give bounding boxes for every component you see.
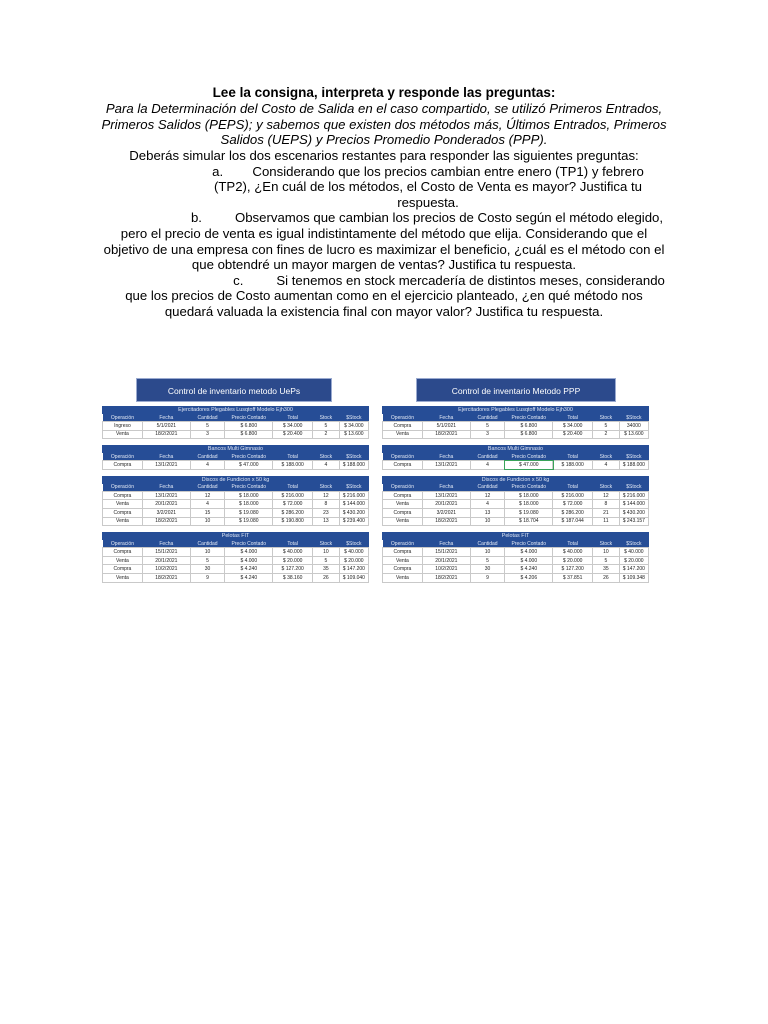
column-header: Precio Contado — [505, 453, 553, 461]
table-row — [383, 422, 649, 431]
table-cell: 5 — [470, 556, 505, 565]
table-cell: 8 — [593, 500, 620, 509]
table-cell: $ 430.200 — [619, 508, 648, 517]
table-cell: $ 6.800 — [225, 422, 273, 431]
table-cell: 10 — [470, 517, 505, 526]
column-header: Total — [273, 453, 313, 461]
column-header: Stock — [313, 453, 340, 461]
table-cell: 18/2/2021 — [422, 517, 470, 526]
column-header: Operación — [383, 484, 423, 492]
table-cell: 35 — [313, 565, 340, 574]
table-cell: $ 4.000 — [225, 548, 273, 557]
table-cell: 3/2/2021 — [422, 508, 470, 517]
column-header: Fecha — [422, 484, 470, 492]
table-cell: $ 216.000 — [553, 491, 593, 500]
table-cell: 4 — [190, 500, 225, 509]
table-cell: 10/2/2021 — [142, 565, 190, 574]
table-cell: 5/1/2021 — [422, 422, 470, 431]
column-header: Operación — [103, 414, 143, 422]
table-header-row — [383, 540, 649, 548]
table-cell: 34000 — [619, 422, 648, 431]
table-cell: 5 — [313, 556, 340, 565]
table-cell: $ 18.000 — [505, 491, 553, 500]
table-row — [103, 500, 369, 509]
table-cell: $ 216.000 — [273, 491, 313, 500]
table-cell: $ 18.000 — [225, 500, 273, 509]
column-header: Precio Contado — [505, 540, 553, 548]
column-header: Fecha — [142, 484, 190, 492]
table-row — [383, 573, 649, 582]
table-cell: 4 — [593, 461, 620, 470]
column-header: Total — [553, 414, 593, 422]
table-cell: 4 — [470, 500, 505, 509]
inventory-table — [102, 453, 369, 470]
table-cell: 21 — [593, 508, 620, 517]
ueps-inventory-panel — [102, 376, 369, 608]
table-cell: 10 — [190, 548, 225, 557]
column-header: Precio Contado — [225, 414, 273, 422]
column-header: Total — [273, 540, 313, 548]
table-cell: 26 — [313, 573, 340, 582]
table-row — [383, 491, 649, 500]
table-row — [103, 556, 369, 565]
table-cell: $ 4.000 — [505, 548, 553, 557]
table-cell: $ 6.800 — [505, 422, 553, 431]
product-title: Pelotas FIT — [102, 532, 369, 540]
column-header: Operación — [103, 540, 143, 548]
column-header: Precio Contado — [225, 453, 273, 461]
table-cell: 12 — [313, 491, 340, 500]
table-cell: $ 6.800 — [225, 430, 273, 439]
table-cell: Compra — [103, 565, 143, 574]
table-cell: $ 13.600 — [619, 430, 648, 439]
table-cell: Compra — [383, 461, 423, 470]
table-cell: $ 72.000 — [553, 500, 593, 509]
column-header: $Stock — [339, 414, 368, 422]
document-heading: Lee la consigna, interpreta y responde las preguntas: — [212, 85, 556, 100]
product-block — [382, 445, 649, 470]
column-header: Operación — [103, 484, 143, 492]
table-cell: $ 4.240 — [225, 565, 273, 574]
table-cell: $ 47.000 — [225, 461, 273, 470]
product-block — [102, 476, 369, 526]
table-cell: $ 109.348 — [619, 573, 648, 582]
table-cell: 3 — [190, 430, 225, 439]
instruction-line: Deberás simular los dos escenarios restantes para responder las siguientes preguntas: — [129, 148, 639, 163]
questions-section — [100, 148, 668, 320]
column-header: Stock — [593, 484, 620, 492]
table-row — [383, 556, 649, 565]
column-header: Cantidad — [470, 414, 505, 422]
column-header: Cantidad — [470, 484, 505, 492]
table-cell: 4 — [313, 461, 340, 470]
table-cell: 3/2/2021 — [142, 508, 190, 517]
table-cell: $ 34.000 — [553, 422, 593, 431]
column-header: Cantidad — [190, 484, 225, 492]
column-header: Cantidad — [470, 540, 505, 548]
panel-title: Control de inventario Metodo PPP — [416, 378, 616, 402]
table-cell: 10 — [313, 548, 340, 557]
column-header: $Stock — [339, 484, 368, 492]
table-cell: 13/1/2021 — [142, 461, 190, 470]
table-cell: $ 19.080 — [225, 517, 273, 526]
column-header: Stock — [313, 414, 340, 422]
table-cell: 13 — [313, 517, 340, 526]
table-cell: $ 37.851 — [553, 573, 593, 582]
table-cell: Venta — [103, 517, 143, 526]
column-header: $Stock — [619, 453, 648, 461]
table-cell: 15/1/2021 — [142, 548, 190, 557]
table-cell: $ 19.080 — [225, 508, 273, 517]
table-row — [383, 461, 649, 470]
table-cell: 12 — [593, 491, 620, 500]
table-cell: $ 18.000 — [505, 500, 553, 509]
table-cell: $ 4.206 — [505, 573, 553, 582]
table-cell: Venta — [383, 573, 423, 582]
table-row — [103, 422, 369, 431]
table-cell: $ 4.000 — [225, 556, 273, 565]
column-header: Fecha — [422, 414, 470, 422]
table-cell: Venta — [383, 556, 423, 565]
table-cell: $ 144.000 — [339, 500, 368, 509]
table-row — [103, 573, 369, 582]
inventory-table — [382, 414, 649, 439]
product-title: Discos de Fundicion x 50 kg — [382, 476, 649, 484]
table-header-row — [103, 540, 369, 548]
table-cell: $ 144.000 — [619, 500, 648, 509]
table-cell: $ 20.400 — [553, 430, 593, 439]
table-cell: 30 — [190, 565, 225, 574]
table-cell: $ 109.040 — [339, 573, 368, 582]
column-header: Operación — [383, 540, 423, 548]
inventory-table — [102, 540, 369, 582]
table-cell: $ 18.000 — [225, 491, 273, 500]
table-cell: 11 — [593, 517, 620, 526]
table-cell: 5 — [190, 556, 225, 565]
column-header: Precio Contado — [225, 484, 273, 492]
product-block — [102, 445, 369, 470]
product-title: Bancos Multi Gimnasio — [382, 445, 649, 453]
column-header: Fecha — [142, 414, 190, 422]
panel-blocks — [382, 406, 649, 583]
table-cell: Venta — [383, 430, 423, 439]
intro-paragraph: Para la Determinación del Costo de Salida en el caso compartido, se utilizó Primeros Entrados, Primeros Salidos (PEPS); y sabemos que existen dos métodos más, Últimos Entrados, Primeros Salidos (UEPS) y Precios Promedio Ponderados (PPP). — [101, 101, 667, 148]
column-header: Precio Contado — [225, 540, 273, 548]
panel-title: Control de inventario metodo UePs — [136, 378, 332, 402]
table-cell: 5 — [593, 422, 620, 431]
table-cell: $ 47.000 — [505, 461, 553, 470]
table-cell: 20/1/2021 — [422, 556, 470, 565]
table-row — [383, 565, 649, 574]
table-cell: 15 — [190, 508, 225, 517]
product-block — [382, 532, 649, 582]
inventory-table — [382, 540, 649, 582]
column-header: $Stock — [339, 453, 368, 461]
question-letter: b. — [190, 210, 202, 226]
table-cell: Compra — [383, 565, 423, 574]
table-cell: 13/1/2021 — [422, 491, 470, 500]
table-cell: Compra — [103, 508, 143, 517]
question-letter: a. — [212, 163, 224, 179]
column-header: Total — [553, 484, 593, 492]
table-cell: 8 — [313, 500, 340, 509]
column-header: Cantidad — [470, 453, 505, 461]
column-header: Operación — [383, 453, 423, 461]
table-cell: 26 — [593, 573, 620, 582]
table-cell: 12 — [470, 491, 505, 500]
table-cell: $ 38.160 — [273, 573, 313, 582]
table-cell: 12 — [190, 491, 225, 500]
table-row — [103, 517, 369, 526]
table-header-row — [103, 484, 369, 492]
table-cell: $ 20.000 — [553, 556, 593, 565]
column-header: Stock — [593, 453, 620, 461]
product-block — [382, 476, 649, 526]
table-cell: Compra — [383, 491, 423, 500]
table-row — [383, 517, 649, 526]
column-header: Cantidad — [190, 414, 225, 422]
question-letter: c. — [233, 272, 244, 288]
question-text: Considerando que los precios cambian entre enero (TP1) y febrero (TP2), ¿En cuál de los métodos, el Costo de Venta es mayor? Justifica tu respuesta. — [213, 163, 644, 210]
column-header: Operación — [383, 414, 423, 422]
question-text: Si tenemos en stock mercadería de distintos meses, considerando que los precios de Costo aumentan como en el ejercicio planteado, ¿en qué método nos quedará valuada la existencia final con mayor valor? Justifica tu respuesta. — [125, 272, 665, 319]
table-cell: Compra — [103, 491, 143, 500]
table-row — [383, 430, 649, 439]
column-header: Fecha — [422, 453, 470, 461]
table-cell: $ 188.000 — [273, 461, 313, 470]
table-cell: 18/2/2021 — [142, 517, 190, 526]
product-title: Bancos Multi Gimnasio — [102, 445, 369, 453]
table-cell: Compra — [383, 422, 423, 431]
table-cell: 10 — [470, 548, 505, 557]
table-cell: Venta — [103, 500, 143, 509]
table-cell: $ 239.400 — [339, 517, 368, 526]
product-block — [102, 406, 369, 439]
table-cell: $ 4.000 — [505, 556, 553, 565]
table-cell: $ 430.200 — [339, 508, 368, 517]
table-cell: $ 127.200 — [273, 565, 313, 574]
table-row — [383, 500, 649, 509]
table-cell: $ 190.800 — [273, 517, 313, 526]
table-cell: $ 40.000 — [553, 548, 593, 557]
table-cell: 13 — [470, 508, 505, 517]
product-title: Pelotas FIT — [382, 532, 649, 540]
table-cell: $ 243.157 — [619, 517, 648, 526]
table-cell: 2 — [313, 430, 340, 439]
inventory-table — [382, 453, 649, 470]
column-header: Total — [273, 414, 313, 422]
table-cell: 3 — [470, 430, 505, 439]
table-cell: $ 40.000 — [339, 548, 368, 557]
table-cell: $ 72.000 — [273, 500, 313, 509]
table-cell: 20/1/2021 — [142, 500, 190, 509]
table-cell: Compra — [383, 508, 423, 517]
table-cell: $ 6.800 — [505, 430, 553, 439]
table-cell: Venta — [103, 573, 143, 582]
column-header: Total — [273, 484, 313, 492]
question-a — [100, 164, 668, 211]
product-title: Ejercitadores Plegables Lusqtoff Modelo Ejh300 — [382, 406, 649, 414]
inventory-table — [382, 484, 649, 526]
question-text: Observamos que cambian los precios de Costo según el método elegido, pero el precio de venta es igual indistintamente del método que elija. Considerando que el objetivo de una empresa con fines de lucro es maximizar el beneficio, ¿cuál es el método con el que obtendré un mayor margen de ventas? Justifica tu respuesta. — [103, 210, 665, 273]
table-cell: 30 — [470, 565, 505, 574]
table-cell: $ 40.000 — [273, 548, 313, 557]
column-header: Total — [553, 540, 593, 548]
table-cell: 18/2/2021 — [142, 573, 190, 582]
table-cell: $ 188.000 — [339, 461, 368, 470]
table-cell: $ 34.000 — [273, 422, 313, 431]
table-row — [103, 508, 369, 517]
table-cell: 18/2/2021 — [422, 430, 470, 439]
table-cell: $ 188.000 — [553, 461, 593, 470]
table-header-row — [383, 484, 649, 492]
table-cell: 10 — [593, 548, 620, 557]
table-cell: 5 — [593, 556, 620, 565]
column-header: Stock — [593, 540, 620, 548]
table-cell: 5 — [190, 422, 225, 431]
column-header: Stock — [593, 414, 620, 422]
table-cell: $ 19.080 — [505, 508, 553, 517]
table-cell: 23 — [313, 508, 340, 517]
table-header-row — [383, 453, 649, 461]
table-cell: $ 20.000 — [273, 556, 313, 565]
table-cell: Venta — [383, 500, 423, 509]
column-header: Fecha — [142, 540, 190, 548]
column-header: Stock — [313, 484, 340, 492]
table-header-row — [103, 453, 369, 461]
product-title: Discos de Fundicion x 50 kg — [102, 476, 369, 484]
table-cell: $ 18.704 — [505, 517, 553, 526]
panel-blocks — [102, 406, 369, 583]
column-header: $Stock — [619, 414, 648, 422]
table-cell: 9 — [470, 573, 505, 582]
table-cell: $ 20.000 — [339, 556, 368, 565]
table-cell: $ 13.600 — [339, 430, 368, 439]
inventory-table — [102, 414, 369, 439]
table-cell: $ 4.240 — [505, 565, 553, 574]
column-header: $Stock — [619, 540, 648, 548]
inventory-table — [102, 484, 369, 526]
table-cell: 5 — [313, 422, 340, 431]
column-header: Fecha — [422, 540, 470, 548]
product-title: Ejercitadores Plegables Lusqtoff Modelo Ejh300 — [102, 406, 369, 414]
table-cell: 9 — [190, 573, 225, 582]
column-header: Fecha — [142, 453, 190, 461]
table-cell: Compra — [103, 548, 143, 557]
table-cell: 4 — [470, 461, 505, 470]
table-cell: Venta — [103, 430, 143, 439]
question-c — [100, 273, 668, 320]
table-cell: 2 — [593, 430, 620, 439]
column-header: Operación — [103, 453, 143, 461]
table-cell: $ 187.044 — [553, 517, 593, 526]
table-cell: Compra — [383, 548, 423, 557]
table-cell: $ 40.000 — [619, 548, 648, 557]
table-cell: $ 216.000 — [619, 491, 648, 500]
table-cell: 13/1/2021 — [422, 461, 470, 470]
column-header: Stock — [313, 540, 340, 548]
table-cell: $ 286.200 — [553, 508, 593, 517]
table-cell: 35 — [593, 565, 620, 574]
table-cell: 10 — [190, 517, 225, 526]
column-header: Cantidad — [190, 453, 225, 461]
table-cell: $ 34.000 — [339, 422, 368, 431]
table-cell: 4 — [190, 461, 225, 470]
table-header-row — [383, 414, 649, 422]
column-header: Cantidad — [190, 540, 225, 548]
ppp-inventory-panel — [382, 376, 649, 608]
table-cell: $ 286.200 — [273, 508, 313, 517]
table-cell: $ 216.000 — [339, 491, 368, 500]
table-cell: $ 20.000 — [619, 556, 648, 565]
table-cell: $ 147.200 — [339, 565, 368, 574]
product-block — [382, 406, 649, 439]
column-header: Total — [553, 453, 593, 461]
table-row — [103, 461, 369, 470]
table-cell: 20/1/2021 — [422, 500, 470, 509]
table-cell: Ingreso — [103, 422, 143, 431]
table-cell: 13/1/2021 — [142, 491, 190, 500]
table-cell: 15/1/2021 — [422, 548, 470, 557]
table-cell: Venta — [383, 517, 423, 526]
table-row — [383, 508, 649, 517]
table-header-row — [103, 414, 369, 422]
column-header: $Stock — [339, 540, 368, 548]
table-cell: 20/1/2021 — [142, 556, 190, 565]
table-row — [103, 548, 369, 557]
column-header: Precio Contado — [505, 414, 553, 422]
table-cell: $ 20.400 — [273, 430, 313, 439]
table-row — [103, 491, 369, 500]
question-b — [100, 210, 668, 272]
table-cell: Compra — [103, 461, 143, 470]
table-cell: $ 4.240 — [225, 573, 273, 582]
table-cell: Venta — [103, 556, 143, 565]
column-header: Precio Contado — [505, 484, 553, 492]
table-row — [103, 565, 369, 574]
table-cell: $ 188.000 — [619, 461, 648, 470]
table-row — [103, 430, 369, 439]
column-header: $Stock — [619, 484, 648, 492]
table-cell: 10/2/2021 — [422, 565, 470, 574]
table-cell: 18/2/2021 — [142, 430, 190, 439]
table-cell: $ 147.200 — [619, 565, 648, 574]
product-block — [102, 532, 369, 582]
table-cell: 5/1/2021 — [142, 422, 190, 431]
table-row — [383, 548, 649, 557]
table-cell: 18/2/2021 — [422, 573, 470, 582]
table-cell: $ 127.200 — [553, 565, 593, 574]
table-cell: 5 — [470, 422, 505, 431]
